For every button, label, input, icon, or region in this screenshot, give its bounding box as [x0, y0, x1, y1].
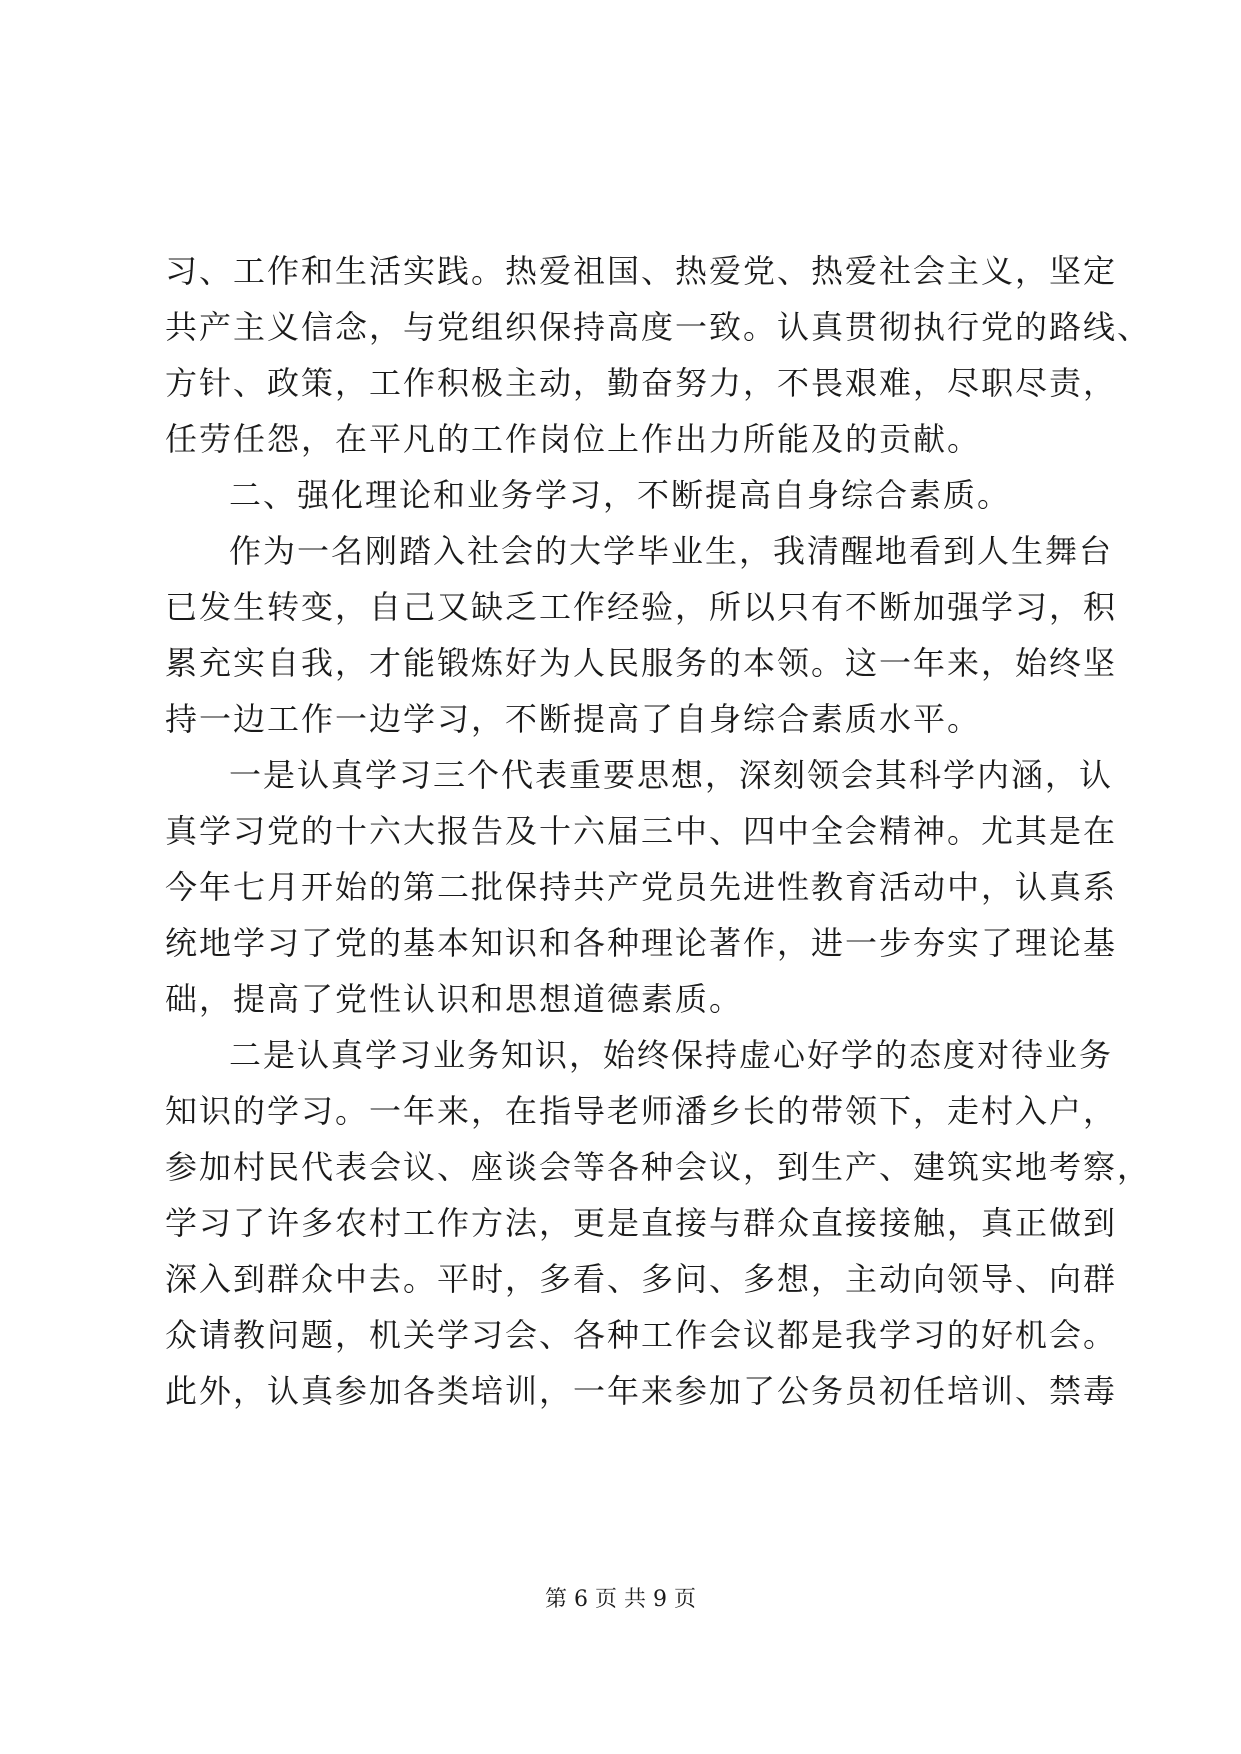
text-line: 共产主义信念，与党组织保持高度一致。认真贯彻执行党的路线、 [165, 308, 1152, 346]
paragraph [165, 747, 1118, 1027]
text-line: 一是认真学习三个代表重要思想，深刻领会其科学内涵，认 [229, 756, 1114, 794]
text-line: 作为一名刚踏入社会的大学毕业生，我清醒地看到人生舞台 [229, 532, 1114, 570]
text-line: 二是认真学习业务知识，始终保持虚心好学的态度对待业务 [229, 1036, 1114, 1074]
paragraph [165, 523, 1118, 747]
text-line: 今年七月开始的第二批保持共产党员先进性教育活动中，认真系 [165, 868, 1118, 906]
paragraph-continuation [165, 243, 1152, 467]
text-line: 持一边工作一边学习，不断提高了自身综合素质水平。 [165, 700, 982, 738]
text-line: 已发生转变，自己又缺乏工作经验，所以只有不断加强学习，积 [165, 588, 1118, 626]
text-line: 习、工作和生活实践。热爱祖国、热爱党、热爱社会主义，坚定 [165, 252, 1118, 290]
paragraph [165, 1027, 1152, 1419]
section-heading [165, 467, 1085, 523]
text-line: 任劳任怨，在平凡的工作岗位上作出力所能及的贡献。 [165, 420, 982, 458]
text-line: 深入到群众中去。平时，多看、多问、多想，主动向领导、向群 [165, 1260, 1118, 1298]
text-line: 统地学习了党的基本知识和各种理论著作，进一步夯实了理论基 [165, 924, 1118, 962]
text-line: 二、强化理论和业务学习，不断提高自身综合素质。 [229, 476, 1012, 514]
text-line: 众请教问题，机关学习会、各种工作会议都是我学习的好机会。 [165, 1316, 1118, 1354]
text-line: 累充实自我，才能锻炼好为人民服务的本领。这一年来，始终坚 [165, 644, 1118, 682]
text-line: 知识的学习。一年来，在指导老师潘乡长的带领下，走村入户， [165, 1092, 1118, 1130]
page-number-footer: 第 6 页 共 9 页 [545, 1587, 696, 1612]
document-body [165, 226, 1152, 1419]
text-line: 学习了许多农村工作方法，更是直接与群众直接接触，真正做到 [165, 1204, 1118, 1242]
text-line: 方针、政策，工作积极主动，勤奋努力，不畏艰难，尽职尽责， [165, 364, 1118, 402]
text-line: 参加村民代表会议、座谈会等各种会议，到生产、建筑实地考察， [165, 1148, 1152, 1186]
text-line: 础，提高了党性认识和思想道德素质。 [165, 980, 744, 1018]
text-line: 真学习党的十六大报告及十六届三中、四中全会精神。尤其是在 [165, 812, 1118, 850]
text-line: 此外，认真参加各类培训，一年来参加了公务员初任培训、禁毒 [165, 1372, 1118, 1410]
